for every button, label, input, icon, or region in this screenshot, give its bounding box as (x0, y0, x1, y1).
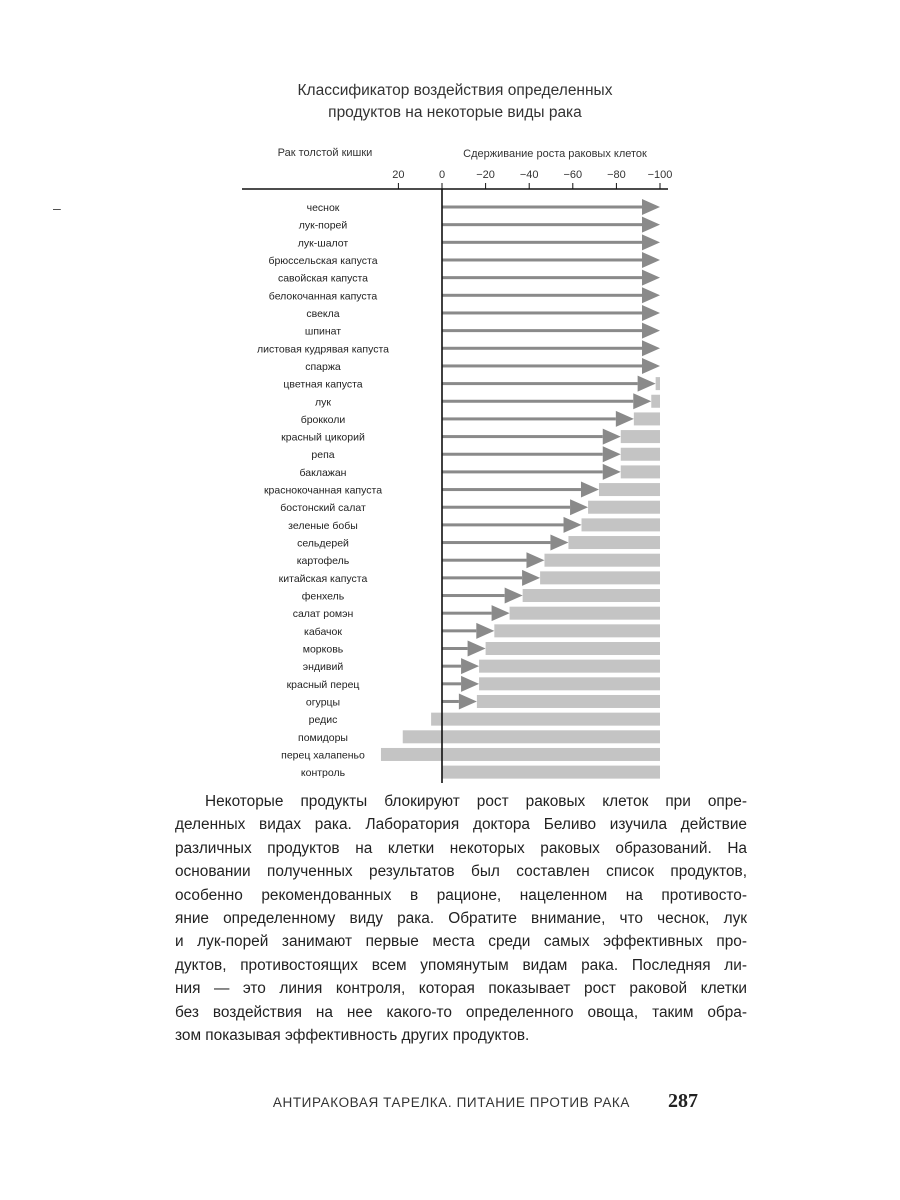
arrow-shaft (442, 400, 633, 403)
arrow-head (642, 199, 660, 215)
arrow-head (638, 376, 656, 392)
chart-title-line-2: продуктов на некоторые виды рака (328, 104, 582, 121)
cancer-type-label: Рак толстой кишки (277, 147, 373, 159)
category-label: зеленые бобы (288, 519, 358, 532)
body-paragraph (175, 790, 747, 1047)
x-tick-label: 0 (438, 169, 446, 181)
category-label: свекла (306, 307, 340, 320)
residual-bar (621, 448, 660, 461)
arrow-head (633, 393, 651, 409)
residual-bar (486, 642, 660, 655)
axis-label: Сдерживание роста раковых клеток (463, 148, 647, 160)
category-label: красный цикорий (281, 431, 365, 444)
residual-bar (479, 677, 660, 690)
category-label: белокочанная капуста (268, 290, 378, 303)
category-label: краснокочанная капуста (263, 484, 383, 497)
x-tick-label: −80 (607, 169, 626, 181)
body-line: деленных видах рака. Лаборатория доктора Беливо изучила действие (175, 816, 747, 834)
category-label: морковь (302, 643, 344, 656)
arrow-head (642, 358, 660, 374)
body-line: яние определенному виду рака. Обратите внимание, что чеснок, лук (175, 910, 747, 928)
arrow-shaft (442, 294, 642, 297)
category-label: брокколи (300, 413, 346, 426)
arrow-head (642, 270, 660, 286)
bars-group (381, 199, 660, 779)
x-tick-label: −20 (476, 169, 495, 181)
body-line: основании полученных результатов был составлен список продуктов, (175, 863, 747, 881)
arrow-head (642, 234, 660, 250)
category-label: огурцы (305, 696, 341, 709)
arrow-head (642, 252, 660, 268)
category-label: репа (311, 449, 335, 462)
category-label: красный перец (286, 678, 360, 691)
body-line: зом показывая эффективность других продуктов. (175, 1027, 530, 1045)
arrow-head (642, 287, 660, 303)
arrow-head (642, 340, 660, 356)
arrow-shaft (442, 258, 642, 261)
residual-bar (582, 518, 660, 531)
residual-bar (479, 660, 660, 673)
body-line: без воздействия на нее какого-то определенного овоща, таким обра- (175, 1003, 747, 1021)
arrow-shaft (442, 382, 638, 385)
arrow-head (642, 217, 660, 233)
residual-bar (656, 377, 660, 390)
arrow-shaft (442, 241, 642, 244)
category-label: редис (308, 714, 338, 727)
body-line: различных продуктов на клетки некоторых раковых образований. На (175, 839, 747, 857)
residual-bar (494, 624, 660, 637)
category-label: контроль (300, 767, 346, 780)
residual-bar (599, 483, 660, 496)
arrow-shaft (442, 594, 505, 597)
chart-title-line-1: Классификатор воздействия определенных (297, 82, 613, 99)
arrow-head (564, 517, 582, 533)
arrow-head (461, 658, 479, 674)
arrow-head (505, 588, 523, 604)
category-label: фенхель (301, 590, 345, 603)
residual-bar (442, 766, 660, 779)
category-label: баклажан (299, 466, 347, 479)
category-label: лук-порей (298, 219, 348, 232)
arrow-head (461, 676, 479, 692)
body-line: особенно рекомендованных в рационе, нацеленном на противосто- (175, 886, 747, 904)
x-axis-ticks (392, 169, 672, 189)
arrow-shaft (442, 453, 603, 456)
arrow-shaft (442, 612, 492, 615)
arrow-head (642, 323, 660, 339)
category-label: эндивий (302, 661, 344, 674)
arrow-shaft (442, 506, 570, 509)
x-tick-label: −60 (563, 169, 583, 181)
category-label: шпинат (304, 325, 342, 338)
category-label: лук (315, 396, 331, 409)
category-label: брюссельская капуста (268, 254, 378, 267)
category-label: бостонский салат (280, 502, 366, 515)
arrow-shaft (442, 559, 526, 562)
residual-bar (540, 571, 660, 584)
arrow-head (468, 641, 486, 657)
residual-bar (634, 412, 660, 425)
arrow-shaft (442, 417, 616, 420)
arrow-head (492, 605, 510, 621)
residual-bar (568, 536, 660, 549)
body-line: и лук-порей занимают первые места среди самых эффективных про- (175, 933, 747, 951)
residual-bar (621, 465, 660, 478)
residual-bar (651, 395, 660, 408)
arrow-head (603, 464, 621, 480)
arrow-head (570, 499, 588, 515)
body-line: Некоторые продукты блокируют рост раковых клеток при опре- (205, 793, 747, 810)
margin-dash: – (53, 200, 61, 216)
arrow-head (550, 535, 568, 551)
category-label: сельдерей (297, 537, 349, 550)
residual-bar (621, 430, 660, 443)
arrow-head (616, 411, 634, 427)
arrow-shaft (442, 700, 459, 703)
arrow-shaft (442, 329, 642, 332)
residual-bar (544, 554, 660, 567)
category-label: савойская капуста (277, 272, 369, 285)
residual-bar (510, 607, 660, 620)
residual-bar (523, 589, 660, 602)
x-tick-label: −100 (647, 169, 673, 181)
category-label: лук-шалот (297, 237, 349, 250)
residual-bar (588, 501, 660, 514)
arrow-head (642, 305, 660, 321)
category-label: перец халапеньо (281, 749, 365, 762)
category-label: спаржа (305, 360, 341, 373)
arrow-shaft (442, 435, 603, 438)
body-line: ния — это линия контроля, которая показывает рост раковой клетки (175, 980, 747, 998)
category-label: чеснок (306, 202, 340, 214)
category-labels (257, 202, 389, 779)
arrow-shaft (442, 223, 642, 226)
arrow-shaft (442, 206, 642, 209)
arrow-head (526, 552, 544, 568)
page-number: 287 (668, 1090, 698, 1112)
residual-bar (477, 695, 660, 708)
arrow-shaft (442, 276, 642, 279)
category-label: цветная капуста (283, 378, 363, 391)
arrow-shaft (442, 682, 461, 685)
arrow-shaft (442, 576, 522, 579)
category-label: картофель (296, 555, 350, 568)
arrow-head (459, 693, 477, 709)
category-label: салат ромэн (292, 608, 354, 621)
category-label: китайская капуста (278, 572, 368, 585)
arrow-shaft (442, 665, 461, 668)
arrow-head (603, 429, 621, 445)
arrow-shaft (442, 311, 642, 314)
arrow-shaft (442, 470, 603, 473)
arrow-head (603, 446, 621, 462)
x-tick-label: 20 (392, 169, 405, 181)
arrow-shaft (442, 347, 642, 350)
arrow-shaft (442, 541, 550, 544)
x-tick-label: −40 (519, 169, 539, 181)
arrow-head (522, 570, 540, 586)
footer-running-title: АНТИРАКОВАЯ ТАРЕЛКА. ПИТАНИЕ ПРОТИВ РАКА (272, 1095, 630, 1110)
arrow-head (581, 482, 599, 498)
arrow-shaft (442, 629, 476, 632)
body-line: дуктов, противостоящих всем упомянутым видам рака. Последняя ли- (175, 956, 747, 974)
arrow-shaft (442, 647, 468, 650)
arrow-head (476, 623, 494, 639)
arrow-shaft (442, 364, 642, 367)
residual-bar (381, 748, 660, 761)
page-footer (0, 1090, 900, 1114)
arrow-shaft (442, 488, 581, 491)
arrow-shaft (442, 523, 564, 526)
category-label: листовая кудрявая капуста (257, 343, 389, 356)
category-label: помидоры (298, 731, 348, 744)
residual-bar (431, 713, 660, 726)
category-label: кабачок (304, 625, 342, 638)
